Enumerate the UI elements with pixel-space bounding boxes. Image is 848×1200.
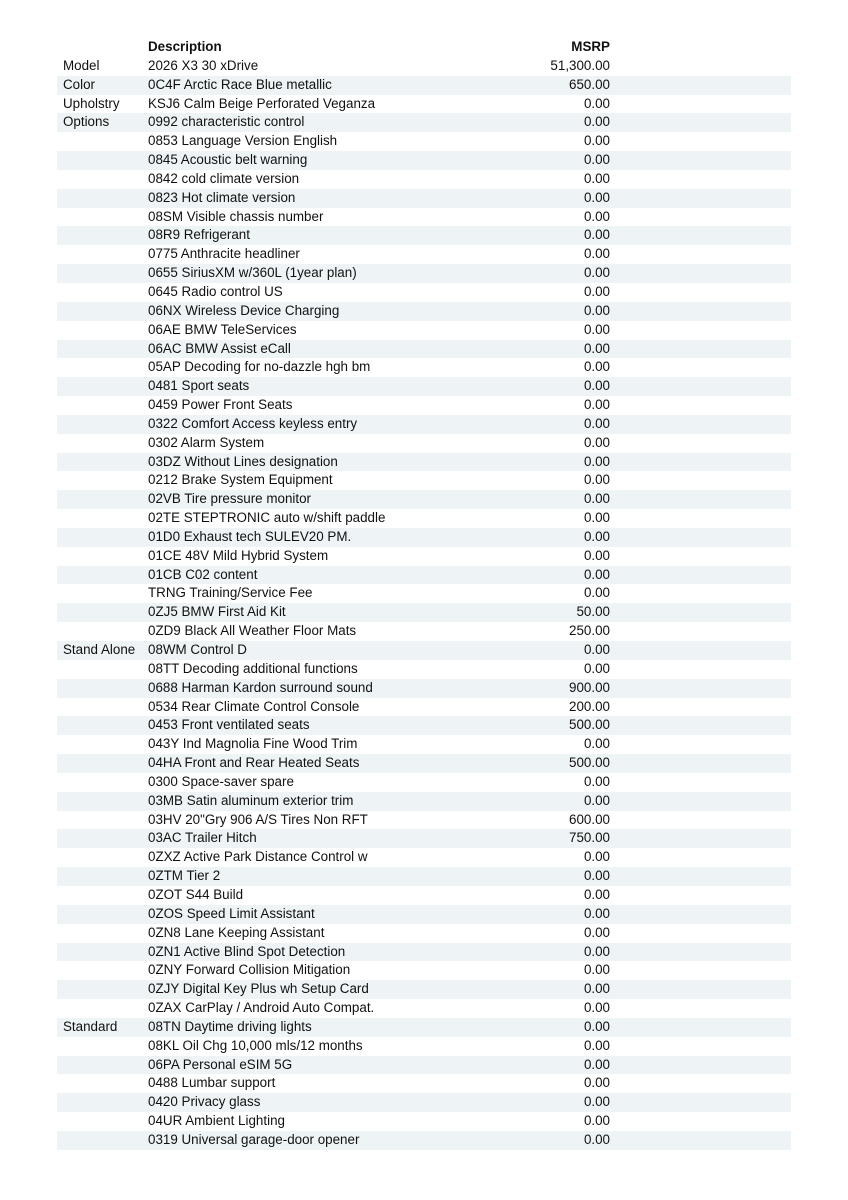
row-description: 0823 Hot climate version bbox=[148, 189, 296, 205]
table-row bbox=[57, 1074, 791, 1093]
row-description: 08R9 Refrigerant bbox=[148, 227, 250, 243]
row-msrp: 0.00 bbox=[583, 736, 610, 752]
row-category bbox=[57, 189, 148, 208]
row-msrp: 0.00 bbox=[583, 1037, 610, 1053]
row-msrp: 750.00 bbox=[569, 830, 610, 846]
row-msrp: 0.00 bbox=[583, 415, 610, 431]
table-row bbox=[57, 660, 791, 679]
table-row bbox=[57, 698, 791, 717]
row-category bbox=[57, 811, 148, 830]
table-row bbox=[57, 189, 791, 208]
row-msrp: 250.00 bbox=[569, 623, 610, 639]
row-description: 08TT Decoding additional functions bbox=[148, 660, 358, 676]
row-category bbox=[57, 829, 148, 848]
row-msrp: 0.00 bbox=[583, 1056, 610, 1072]
row-msrp: 0.00 bbox=[583, 340, 610, 356]
table-row bbox=[57, 245, 791, 264]
row-msrp: 0.00 bbox=[583, 886, 610, 902]
table-row bbox=[57, 1018, 791, 1037]
row-msrp: 0.00 bbox=[583, 152, 610, 168]
row-description: 0453 Front ventilated seats bbox=[148, 717, 310, 733]
table-row bbox=[57, 716, 791, 735]
table-row bbox=[57, 208, 791, 227]
row-msrp: 0.00 bbox=[583, 1094, 610, 1110]
row-category bbox=[57, 924, 148, 943]
row-category bbox=[57, 1056, 148, 1075]
row-description: 0481 Sport seats bbox=[148, 378, 250, 394]
row-description: 0459 Power Front Seats bbox=[148, 397, 293, 413]
row-description: 0ZAX CarPlay / Android Auto Compat. bbox=[148, 1000, 375, 1016]
row-description: 03MB Satin aluminum exterior trim bbox=[148, 792, 354, 808]
row-msrp: 0.00 bbox=[583, 378, 610, 394]
row-msrp: 200.00 bbox=[569, 698, 610, 714]
row-msrp: 0.00 bbox=[583, 585, 610, 601]
row-category bbox=[57, 905, 148, 924]
row-description: 08SM Visible chassis number bbox=[148, 208, 324, 224]
row-category bbox=[57, 528, 148, 547]
table-row bbox=[57, 905, 791, 924]
header-msrp: MSRP bbox=[571, 39, 610, 54]
table-row bbox=[57, 377, 791, 396]
row-msrp: 0.00 bbox=[583, 566, 610, 582]
row-category bbox=[57, 1131, 148, 1150]
row-msrp: 0.00 bbox=[583, 114, 610, 130]
row-category bbox=[57, 999, 148, 1018]
row-category bbox=[57, 340, 148, 359]
row-description: 0488 Lumbar support bbox=[148, 1075, 276, 1091]
row-msrp: 50.00 bbox=[576, 604, 610, 620]
row-category bbox=[57, 754, 148, 773]
row-category bbox=[57, 396, 148, 415]
row-category bbox=[57, 245, 148, 264]
table-row bbox=[57, 471, 791, 490]
row-category bbox=[57, 208, 148, 227]
table-row bbox=[57, 434, 791, 453]
table-row bbox=[57, 754, 791, 773]
row-category bbox=[57, 698, 148, 717]
row-description: 0420 Privacy glass bbox=[148, 1094, 261, 1110]
row-description: 0ZJY Digital Key Plus wh Setup Card bbox=[148, 981, 369, 997]
row-category bbox=[57, 622, 148, 641]
row-msrp: 0.00 bbox=[583, 924, 610, 940]
row-category bbox=[57, 1037, 148, 1056]
table-row bbox=[57, 924, 791, 943]
row-description: 0300 Space-saver spare bbox=[148, 773, 294, 789]
row-description: KSJ6 Calm Beige Perforated Veganza bbox=[148, 95, 376, 111]
table-row bbox=[57, 321, 791, 340]
row-description: 0ZJ5 BMW First Aid Kit bbox=[148, 604, 286, 620]
table-row bbox=[57, 132, 791, 151]
row-description: 06AE BMW TeleServices bbox=[148, 321, 297, 337]
table-row bbox=[57, 1093, 791, 1112]
row-description: 08TN Daytime driving lights bbox=[148, 1018, 312, 1034]
row-description: 04UR Ambient Lighting bbox=[148, 1113, 285, 1129]
row-description: 0212 Brake System Equipment bbox=[148, 472, 333, 488]
table-row bbox=[57, 584, 791, 603]
row-description: 04HA Front and Rear Heated Seats bbox=[148, 755, 360, 771]
row-msrp: 0.00 bbox=[583, 246, 610, 262]
table-row bbox=[57, 151, 791, 170]
row-category bbox=[57, 566, 148, 585]
row-category bbox=[57, 1093, 148, 1112]
row-category bbox=[57, 584, 148, 603]
table-row bbox=[57, 415, 791, 434]
row-msrp: 0.00 bbox=[583, 208, 610, 224]
row-category bbox=[57, 660, 148, 679]
table-row bbox=[57, 547, 791, 566]
row-msrp: 0.00 bbox=[583, 1018, 610, 1034]
row-category bbox=[57, 434, 148, 453]
row-category bbox=[57, 1112, 148, 1131]
row-category: Color bbox=[63, 76, 95, 92]
table-row bbox=[57, 1131, 791, 1150]
table-body bbox=[57, 57, 791, 1150]
row-description: 2026 X3 30 xDrive bbox=[148, 57, 259, 73]
table-row bbox=[57, 1037, 791, 1056]
row-description: 03HV 20"Gry 906 A/S Tires Non RFT bbox=[148, 811, 368, 827]
table-header bbox=[57, 38, 791, 57]
row-description: 0842 cold climate version bbox=[148, 170, 300, 186]
row-description: TRNG Training/Service Fee bbox=[148, 585, 313, 601]
table-row bbox=[57, 622, 791, 641]
row-msrp: 0.00 bbox=[583, 359, 610, 375]
row-msrp: 650.00 bbox=[569, 76, 610, 92]
row-description: 01D0 Exhaust tech SULEV20 PM. bbox=[148, 528, 352, 544]
table-row bbox=[57, 57, 791, 76]
row-description: 0853 Language Version English bbox=[148, 133, 338, 149]
row-category bbox=[57, 264, 148, 283]
row-category bbox=[57, 1074, 148, 1093]
row-description: 06PA Personal eSIM 5G bbox=[148, 1056, 293, 1072]
row-category bbox=[57, 886, 148, 905]
row-msrp: 0.00 bbox=[583, 943, 610, 959]
row-category bbox=[57, 490, 148, 509]
table-row bbox=[57, 1056, 791, 1075]
row-category bbox=[57, 848, 148, 867]
table-row bbox=[57, 792, 791, 811]
row-category: Options bbox=[63, 114, 110, 130]
row-msrp: 0.00 bbox=[583, 547, 610, 563]
table-row bbox=[57, 528, 791, 547]
row-description: 043Y Ind Magnolia Fine Wood Trim bbox=[148, 736, 358, 752]
row-msrp: 500.00 bbox=[569, 755, 610, 771]
row-category: Stand Alone bbox=[63, 642, 136, 657]
row-category bbox=[57, 132, 148, 151]
row-category bbox=[57, 735, 148, 754]
row-category bbox=[57, 170, 148, 189]
row-msrp: 0.00 bbox=[583, 528, 610, 544]
row-description: 0655 SiriusXM w/360L (1year plan) bbox=[148, 265, 357, 281]
row-description: 0ZN8 Lane Keeping Assistant bbox=[148, 924, 325, 940]
table-row bbox=[57, 811, 791, 830]
table-row bbox=[57, 848, 791, 867]
table-row bbox=[57, 980, 791, 999]
table-row bbox=[57, 999, 791, 1018]
row-msrp: 0.00 bbox=[583, 95, 610, 111]
row-msrp: 51,300.00 bbox=[550, 57, 610, 73]
row-msrp: 0.00 bbox=[583, 1131, 610, 1147]
row-msrp: 0.00 bbox=[583, 434, 610, 450]
row-msrp: 0.00 bbox=[583, 868, 610, 884]
row-msrp: 0.00 bbox=[583, 773, 610, 789]
row-category bbox=[57, 453, 148, 472]
row-description: 0688 Harman Kardon surround sound bbox=[148, 679, 373, 695]
row-category bbox=[57, 358, 148, 377]
row-category bbox=[57, 283, 148, 302]
row-msrp: 0.00 bbox=[583, 227, 610, 243]
row-category bbox=[57, 773, 148, 792]
row-msrp: 0.00 bbox=[583, 453, 610, 469]
row-description: 0534 Rear Climate Control Console bbox=[148, 698, 360, 714]
row-description: 0ZTM Tier 2 bbox=[148, 868, 221, 884]
row-description: 02VB Tire pressure monitor bbox=[148, 491, 311, 507]
row-msrp: 0.00 bbox=[583, 133, 610, 149]
row-description: 08WM Control D bbox=[148, 642, 247, 657]
row-msrp: 0.00 bbox=[583, 170, 610, 186]
row-category bbox=[57, 792, 148, 811]
row-category bbox=[57, 943, 148, 962]
row-category bbox=[57, 980, 148, 999]
row-msrp: 0.00 bbox=[583, 491, 610, 507]
table-row bbox=[57, 641, 791, 660]
table-row bbox=[57, 302, 791, 321]
table-row bbox=[57, 886, 791, 905]
table-row bbox=[57, 170, 791, 189]
row-msrp: 500.00 bbox=[569, 717, 610, 733]
row-msrp: 0.00 bbox=[583, 981, 610, 997]
row-description: 03AC Trailer Hitch bbox=[148, 830, 257, 846]
row-category bbox=[57, 471, 148, 490]
row-description: 0322 Comfort Access keyless entry bbox=[148, 415, 358, 431]
row-msrp: 0.00 bbox=[583, 283, 610, 299]
row-description: 03DZ Without Lines designation bbox=[148, 453, 338, 469]
row-category: Model bbox=[63, 57, 100, 73]
row-msrp: 0.00 bbox=[583, 510, 610, 526]
row-msrp: 0.00 bbox=[583, 1075, 610, 1091]
table-row bbox=[57, 509, 791, 528]
row-description: 0ZOT S44 Build bbox=[148, 886, 244, 902]
row-description: 0ZOS Speed Limit Assistant bbox=[148, 905, 315, 921]
table-row bbox=[57, 113, 791, 132]
row-description: 0ZXZ Active Park Distance Control w bbox=[148, 849, 368, 865]
table-row bbox=[57, 340, 791, 359]
row-category bbox=[57, 603, 148, 622]
row-category bbox=[57, 867, 148, 886]
table-row bbox=[57, 829, 791, 848]
row-description: 0ZD9 Black All Weather Floor Mats bbox=[148, 623, 357, 639]
table-row bbox=[57, 76, 791, 95]
row-description: 0775 Anthracite headliner bbox=[148, 246, 300, 262]
row-description: 08KL Oil Chg 10,000 mls/12 months bbox=[148, 1037, 363, 1053]
row-msrp: 0.00 bbox=[583, 397, 610, 413]
table-row bbox=[57, 773, 791, 792]
row-msrp: 0.00 bbox=[583, 642, 610, 657]
row-category bbox=[57, 321, 148, 340]
row-description: 01CE 48V Mild Hybrid System bbox=[148, 547, 329, 563]
header-description: Description bbox=[148, 39, 222, 54]
table-row bbox=[57, 396, 791, 415]
row-description: 02TE STEPTRONIC auto w/shift paddle bbox=[148, 510, 386, 526]
row-msrp: 0.00 bbox=[583, 660, 610, 676]
row-msrp: 0.00 bbox=[583, 905, 610, 921]
row-category bbox=[57, 509, 148, 528]
table-row bbox=[57, 283, 791, 302]
row-description: 0302 Alarm System bbox=[148, 434, 265, 450]
row-description: 0C4F Arctic Race Blue metallic bbox=[148, 76, 332, 92]
row-description: 06AC BMW Assist eCall bbox=[148, 340, 291, 356]
header-category bbox=[57, 38, 148, 57]
row-category bbox=[57, 415, 148, 434]
table-row bbox=[57, 490, 791, 509]
row-description: 0ZNY Forward Collision Mitigation bbox=[148, 962, 351, 978]
row-msrp: 0.00 bbox=[583, 321, 610, 337]
table-row bbox=[57, 961, 791, 980]
row-description: 0319 Universal garage-door opener bbox=[148, 1131, 360, 1147]
row-msrp: 0.00 bbox=[583, 1113, 610, 1129]
table-row bbox=[57, 95, 791, 114]
row-description: 0992 characteristic control bbox=[148, 114, 305, 130]
table-row bbox=[57, 735, 791, 754]
row-category bbox=[57, 961, 148, 980]
row-msrp: 0.00 bbox=[583, 189, 610, 205]
row-category: Upholstry bbox=[63, 95, 120, 111]
row-category bbox=[57, 377, 148, 396]
table-row bbox=[57, 603, 791, 622]
row-msrp: 0.00 bbox=[583, 1000, 610, 1016]
row-msrp: 900.00 bbox=[569, 679, 610, 695]
table-row bbox=[57, 566, 791, 585]
row-description: 0645 Radio control US bbox=[148, 283, 283, 299]
table-row bbox=[57, 264, 791, 283]
table-row bbox=[57, 867, 791, 886]
row-description: 05AP Decoding for no-dazzle hgh bm bbox=[148, 359, 371, 375]
row-category bbox=[57, 302, 148, 321]
msrp-table bbox=[57, 38, 791, 1150]
row-msrp: 0.00 bbox=[583, 962, 610, 978]
table-row bbox=[57, 1112, 791, 1131]
row-category bbox=[57, 226, 148, 245]
row-description: 0845 Acoustic belt warning bbox=[148, 152, 308, 168]
table-row bbox=[57, 943, 791, 962]
row-category bbox=[57, 151, 148, 170]
row-description: 06NX Wireless Device Charging bbox=[148, 302, 340, 318]
row-msrp: 0.00 bbox=[583, 792, 610, 808]
table-row bbox=[57, 453, 791, 472]
table-row bbox=[57, 226, 791, 245]
row-msrp: 0.00 bbox=[583, 302, 610, 318]
row-msrp: 0.00 bbox=[583, 849, 610, 865]
row-msrp: 0.00 bbox=[583, 265, 610, 281]
table-row bbox=[57, 679, 791, 698]
table-row bbox=[57, 358, 791, 377]
row-category bbox=[57, 547, 148, 566]
row-category bbox=[57, 679, 148, 698]
row-description: 0ZN1 Active Blind Spot Detection bbox=[148, 943, 346, 959]
row-msrp: 0.00 bbox=[583, 472, 610, 488]
row-msrp: 600.00 bbox=[569, 811, 610, 827]
row-category: Standard bbox=[63, 1018, 118, 1034]
row-category bbox=[57, 716, 148, 735]
row-description: 01CB C02 content bbox=[148, 566, 258, 582]
